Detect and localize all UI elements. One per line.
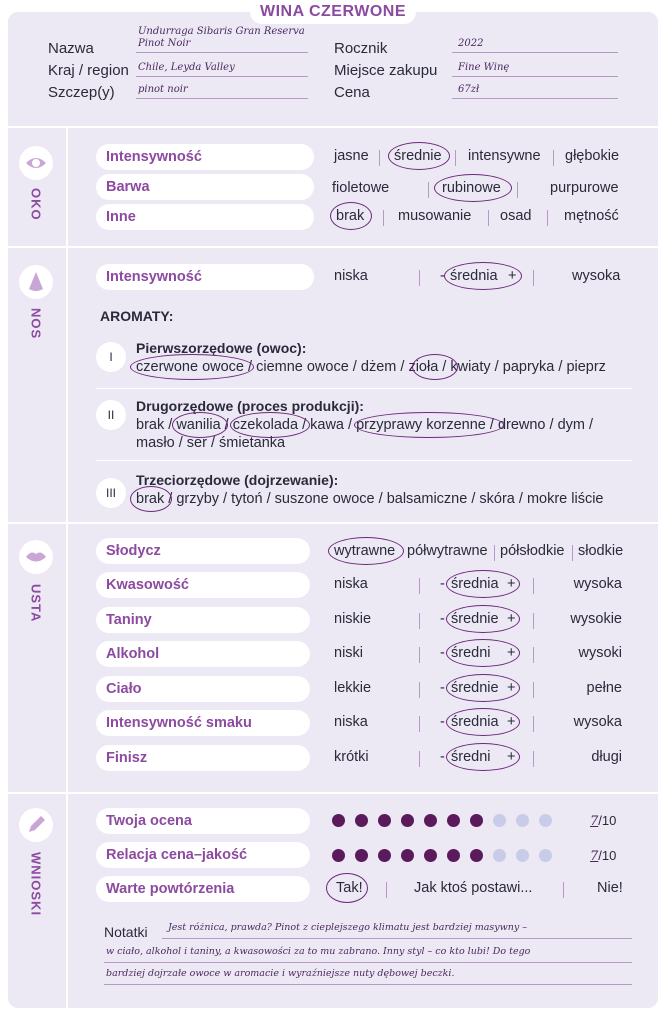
row-divider [96,388,632,389]
option[interactable]: purpurowe [550,180,619,196]
primary-aromas-list: czerwone owoce / ciemne owoce / dżem / zioła / kwiaty / papryka / pieprz [136,359,606,375]
minus-sign: - [440,680,445,696]
rating-dot-filled[interactable] [401,849,414,862]
rating-dot-empty[interactable] [539,849,552,862]
nose-icon [19,265,53,299]
rating-dot-empty[interactable] [493,849,506,862]
separator [563,882,564,898]
grape-value: pinot noir [138,84,188,95]
rating-dot-filled[interactable] [470,849,483,862]
option[interactable]: półwytrawne [407,543,488,559]
country-value: Chile, Leyda Valley [138,62,235,73]
separator [517,182,518,198]
selection-circle [330,202,372,230]
rating-dot-empty[interactable] [493,814,506,827]
option[interactable]: niski [334,645,364,661]
value-label: Relacja cena–jakość [96,842,310,868]
rating-dot-filled[interactable] [378,849,391,862]
rating-dot-empty[interactable] [539,814,552,827]
note-line: Jest różnica, prawda? Pinot z cieplejszego klimatu jest bardziej masywny – [168,922,528,933]
selection-circle [446,743,520,771]
rating-dot-filled[interactable] [470,814,483,827]
usta-row-label: Ciało [96,676,310,702]
selection-circle [434,174,512,202]
minus-sign: - [440,611,445,627]
separator [533,270,534,286]
aroma[interactable]: dym [557,417,585,433]
vintage-label: Rocznik [334,40,388,57]
separator [488,210,489,226]
roman-numeral: I [96,342,126,372]
plus-sign: + [507,714,516,730]
roman-numeral: III [96,478,126,508]
option[interactable]: krótki [334,749,369,765]
aroma[interactable]: grzyby [176,491,220,507]
selection-circle [326,873,368,903]
option[interactable]: wysoka [573,576,622,592]
option[interactable]: osad [500,208,532,224]
oko-other-label: Inne [96,204,314,230]
option[interactable]: średnia [450,268,498,284]
option[interactable]: intensywne [468,148,541,164]
option[interactable]: średnie [394,148,442,164]
selection-circle [446,570,520,598]
option[interactable]: średni [451,645,491,661]
divider [8,792,658,794]
separator [419,682,420,698]
rating-dot-filled[interactable] [332,849,345,862]
minus-sign: - [440,714,445,730]
usta-row-label: Intensywność smaku [96,710,310,736]
eye-icon [19,146,53,180]
option[interactable]: Nie! [597,880,623,896]
row-divider [96,460,632,461]
plus-sign: + [508,268,517,284]
minus-sign: - [440,749,445,765]
selection-circle [446,674,520,702]
option[interactable]: mętność [564,208,619,224]
selection-circle [444,262,522,290]
separator [572,545,573,561]
minus-sign: - [440,645,445,661]
selection-circle [130,354,254,380]
option[interactable]: jasne [334,148,369,164]
option[interactable]: pełne [586,680,622,696]
selection-circle [230,412,310,438]
selection-circle [172,412,228,438]
note-rule [104,962,632,963]
option[interactable]: niska [334,268,368,284]
separator [419,647,420,663]
name-value-line1: Undurraga Sibaris Gran Reserva [138,26,305,37]
separator [547,210,548,226]
option[interactable]: średnia [451,576,499,592]
rating-dot-filled[interactable] [447,849,460,862]
aroma[interactable]: ser [186,435,207,451]
separator [533,647,534,663]
lips-icon [19,540,53,574]
option[interactable]: słodkie [578,543,624,559]
secondary-aromas-line1: brak / wanilia / czekolada / kawa / przyprawy korzenne / drewno / dym / [136,417,594,433]
minus-sign: - [440,268,445,284]
option[interactable]: musowanie [398,208,472,224]
selection-circle [446,708,520,736]
note-line: bardziej dojrzałe owoce w aromacie i wyraźniejsze nuty dębowej beczki. [106,968,455,979]
place-label: Miejsce zakupu [334,62,438,79]
option[interactable]: średnie [451,680,499,696]
nos-intensity-label: Intensywność [96,264,314,290]
plus-sign: + [507,680,516,696]
rating-dot-filled[interactable] [378,814,391,827]
rating-dot-filled[interactable] [355,814,368,827]
repeat-label: Warte powtórzenia [96,876,310,902]
grape-label: Szczep(y) [48,84,115,101]
oko-intensity-label: Intensywność [96,144,314,170]
country-label: Kraj / region [48,62,129,79]
option[interactable]: fioletowe [332,180,390,196]
option[interactable]: wysoka [572,268,621,284]
rating-dot-filled[interactable] [424,849,437,862]
section-label-oko: OKO [28,188,44,221]
separator [379,150,380,166]
aroma[interactable]: kawa [310,417,344,433]
rating-dot-empty[interactable] [516,849,529,862]
aroma[interactable]: masło [136,435,175,451]
minus-sign: - [440,576,445,592]
place-value: Fine Winę [458,62,510,73]
separator [428,182,429,198]
separator [386,882,387,898]
option[interactable]: rubinowe [442,180,501,196]
aroma[interactable]: mokre liście [526,491,604,507]
aroma[interactable]: zioła [408,359,439,375]
vintage-line [452,52,618,53]
aroma[interactable]: przyprawy korzenne [356,417,486,433]
aroma[interactable]: wanilia [176,417,221,433]
aroma[interactable]: czekolada [232,417,299,433]
option[interactable]: wytrawne [334,543,396,559]
option[interactable]: półsłodkie [500,543,565,559]
selection-circle [388,142,450,170]
separator [533,578,534,594]
separator [419,751,420,767]
pencil-icon [19,808,53,842]
selection-circle [446,639,520,667]
rating-dot-filled[interactable] [424,814,437,827]
name-label: Nazwa [48,40,94,57]
plus-sign: + [507,645,516,661]
option[interactable]: brak [336,208,365,224]
vintage-value: 2022 [458,38,484,49]
aroma[interactable]: dżem [360,359,397,375]
aroma[interactable]: ciemne owoce [256,359,349,375]
rating-score: 7/10 [590,813,617,829]
separator [533,716,534,732]
option[interactable]: średnie [451,611,499,627]
aromas-heading: AROMATY: [100,308,174,324]
plus-sign: + [507,611,516,627]
section-label-usta: USTA [28,584,44,623]
separator [419,613,420,629]
tertiary-aromas-list: brak / grzyby / tytoń / suszone owoce / balsamiczne / skóra / mokre liście [136,491,604,507]
place-line [452,76,618,77]
selection-circle [354,412,504,438]
separator [419,578,420,594]
aroma[interactable]: balsamiczne [386,491,468,507]
section-label-nos: NOS [28,308,44,340]
rating-dot-empty[interactable] [516,814,529,827]
page-title: WINA CZERWONE [250,0,416,24]
option[interactable]: wysoki [578,645,622,661]
separator [419,270,420,286]
section-label-wnioski: WNIOSKI [28,852,44,917]
divider [8,522,658,524]
aroma[interactable]: tytoń [231,491,263,507]
secondary-aromas-line2: masło / ser / śmietanka [136,435,286,451]
selection-circle [412,354,458,380]
name-value-line2: Pinot Noir [138,38,191,49]
option[interactable]: lekkie [334,680,372,696]
option[interactable]: średni [451,749,491,765]
aroma[interactable]: brak [136,491,165,507]
usta-row-label: Kwasowość [96,572,310,598]
usta-row-label: Finisz [96,745,310,771]
secondary-aromas-title: Drugorzędowe (proces produkcji): [136,398,364,414]
aroma[interactable]: czerwone owoce [136,359,244,375]
price-line [452,98,618,99]
divider [8,126,658,128]
aroma[interactable]: suszone owoce [274,491,375,507]
name-line [136,52,308,53]
column-divider [66,128,68,1008]
option[interactable]: wysoka [573,714,622,730]
selection-circle [446,605,520,633]
divider [8,246,658,248]
option[interactable]: niskie [334,611,372,627]
price-label: Cena [334,84,370,101]
aroma[interactable]: skóra [479,491,515,507]
plus-sign: + [507,749,516,765]
grape-line [136,98,308,99]
usta-row-label: Alkohol [96,641,310,667]
separator [455,150,456,166]
option[interactable]: wysokie [570,611,622,627]
separator [533,682,534,698]
roman-numeral: II [96,400,126,430]
rating-dot-filled[interactable] [355,849,368,862]
separator [419,716,420,732]
option[interactable]: Tak! [336,880,363,896]
aroma[interactable]: papryka [502,359,555,375]
aroma[interactable]: pieprz [566,359,606,375]
aroma[interactable]: kwiaty [450,359,491,375]
note-rule [162,938,632,939]
rating-dot-filled[interactable] [447,814,460,827]
option[interactable]: niska [334,576,368,592]
usta-sweetness-label: Słodycz [96,538,310,564]
aroma[interactable]: drewno [497,417,546,433]
separator [553,150,554,166]
option[interactable]: niska [334,714,368,730]
option[interactable]: średnia [451,714,499,730]
oko-color-label: Barwa [96,174,314,200]
aroma[interactable]: brak [136,417,165,433]
plus-sign: + [507,576,516,592]
option[interactable]: Jak ktoś postawi... [414,880,533,896]
value-score: 7/10 [590,848,617,864]
country-line [136,76,308,77]
separator [533,751,534,767]
notes-label: Notatki [104,924,148,940]
separator [494,545,495,561]
primary-aromas-title: Pierwszorzędowe (owoc): [136,340,307,356]
rating-dot-filled[interactable] [332,814,345,827]
aroma[interactable]: śmietanka [219,435,286,451]
note-line: w ciało, alkohol i taniny, a kwasowości za to mu zabrano. Inny styl – co kto lubi! Do tego [106,946,531,957]
tertiary-aromas-title: Trzeciorzędowe (dojrzewanie): [136,472,339,488]
separator [533,613,534,629]
note-rule [104,984,632,985]
price-value: 67zł [458,84,480,95]
option[interactable]: głębokie [565,148,620,164]
selection-circle [328,537,404,565]
selection-circle [130,486,172,512]
option[interactable]: długi [591,749,622,765]
usta-row-label: Taniny [96,607,310,633]
separator [383,210,384,226]
rating-label: Twoja ocena [96,808,310,834]
rating-dot-filled[interactable] [401,814,414,827]
